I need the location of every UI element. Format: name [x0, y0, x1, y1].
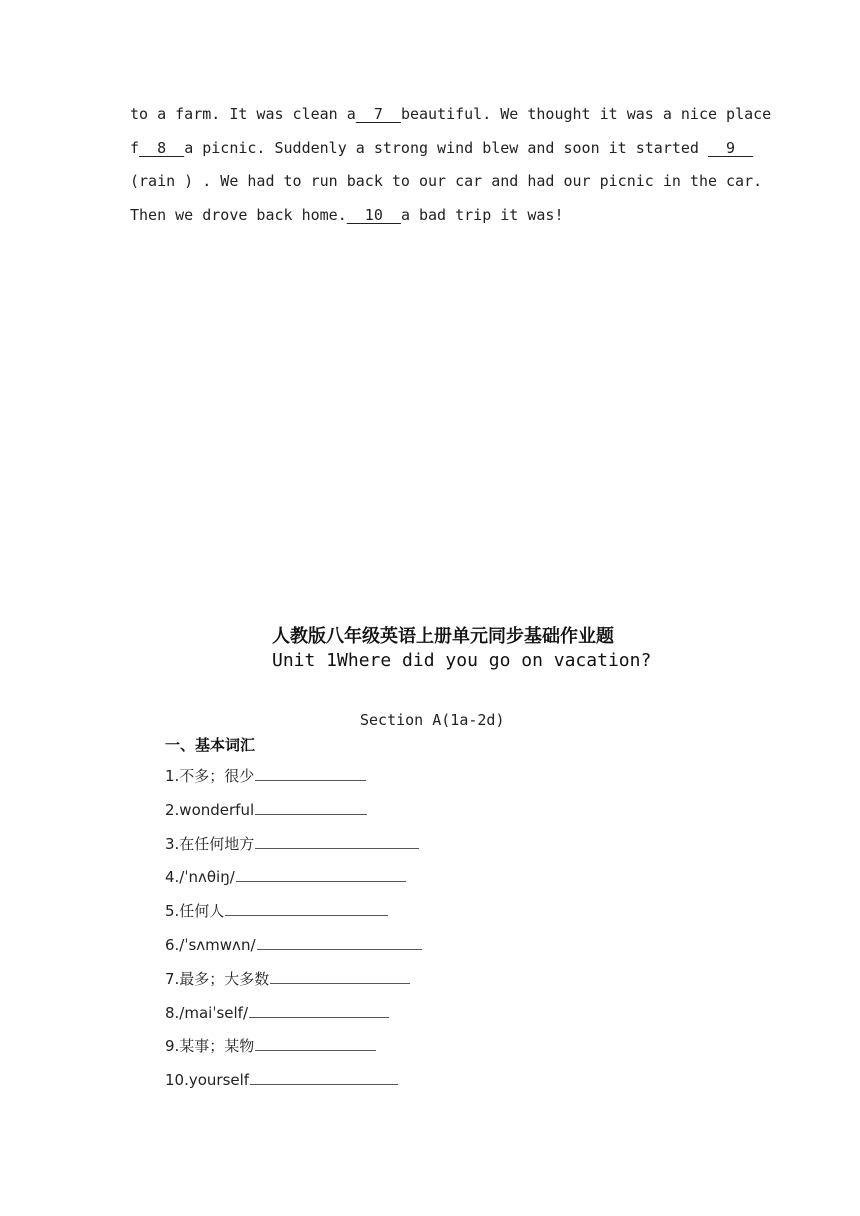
- answer-blank[interactable]: [257, 933, 422, 950]
- blank-10: 10: [346, 205, 401, 224]
- vocabulary-heading: 一、基本词汇: [165, 736, 256, 754]
- vocab-prompt: 10.yourself: [165, 1071, 250, 1090]
- passage-text: Then we drove back home.: [130, 205, 347, 224]
- answer-blank[interactable]: [225, 899, 388, 916]
- vocab-prompt: 8./maiˈself/: [165, 1003, 249, 1022]
- vocab-item: [165, 1032, 422, 1066]
- vocab-prompt: 3.在任何地方: [165, 834, 255, 853]
- vocab-item: [165, 863, 422, 897]
- answer-blank[interactable]: [250, 1068, 398, 1085]
- vocab-prompt: 1.不多；很少: [165, 767, 255, 785]
- passage-text: a picnic. Suddenly a strong wind blew and soon it started: [184, 138, 699, 157]
- passage-line-1: [130, 98, 772, 132]
- passage-line-2: [130, 132, 754, 166]
- passage-text: to a farm. It was clean a: [130, 105, 356, 123]
- reading-passage: [130, 98, 772, 232]
- answer-blank[interactable]: [270, 967, 410, 984]
- vocab-item: [165, 762, 422, 796]
- passage-text: beautiful. We thought it was a nice place: [400, 105, 772, 123]
- passage-text: a bad trip it was!: [400, 205, 564, 224]
- vocab-item: [165, 965, 422, 999]
- answer-blank[interactable]: [255, 764, 366, 781]
- vocab-item: [165, 796, 422, 830]
- vocab-prompt: 9.某事；某物: [165, 1037, 255, 1056]
- vocab-item: [165, 931, 422, 965]
- vocab-prompt: 2.wonderful: [165, 800, 255, 819]
- vocab-prompt: 5.任何人: [165, 902, 225, 921]
- passage-text: f: [130, 138, 140, 157]
- answer-blank[interactable]: [255, 832, 419, 849]
- blank-7: 7: [355, 105, 401, 123]
- document-title-chinese: 人教版八年级英语上册单元同步基础作业题: [272, 626, 614, 647]
- passage-line-3: (rain ) . We had to run back to our car and had our picnic in the car.: [130, 172, 763, 191]
- answer-blank[interactable]: [255, 798, 367, 815]
- vocab-prompt: 6./ˈsʌmwʌn/: [165, 935, 256, 954]
- answer-blank[interactable]: [236, 865, 406, 882]
- answer-blank[interactable]: [255, 1034, 376, 1051]
- vocab-item: [165, 1066, 422, 1100]
- vocab-prompt: 4./ˈnʌθiŋ/: [165, 868, 235, 887]
- vocab-item: [165, 999, 422, 1033]
- document-title-unit: Unit 1Where did you go on vacation?: [272, 650, 652, 671]
- answer-blank[interactable]: [249, 1001, 389, 1018]
- blank-8: 8: [139, 138, 185, 157]
- vocab-item: [165, 830, 422, 864]
- vocab-prompt: 7.最多；大多数: [165, 969, 270, 988]
- passage-line-4: [130, 199, 730, 233]
- vocabulary-list: [165, 762, 422, 1100]
- blank-9: 9: [707, 138, 754, 157]
- vocab-item: [165, 897, 422, 931]
- section-label: Section A(1a-2d): [360, 711, 505, 729]
